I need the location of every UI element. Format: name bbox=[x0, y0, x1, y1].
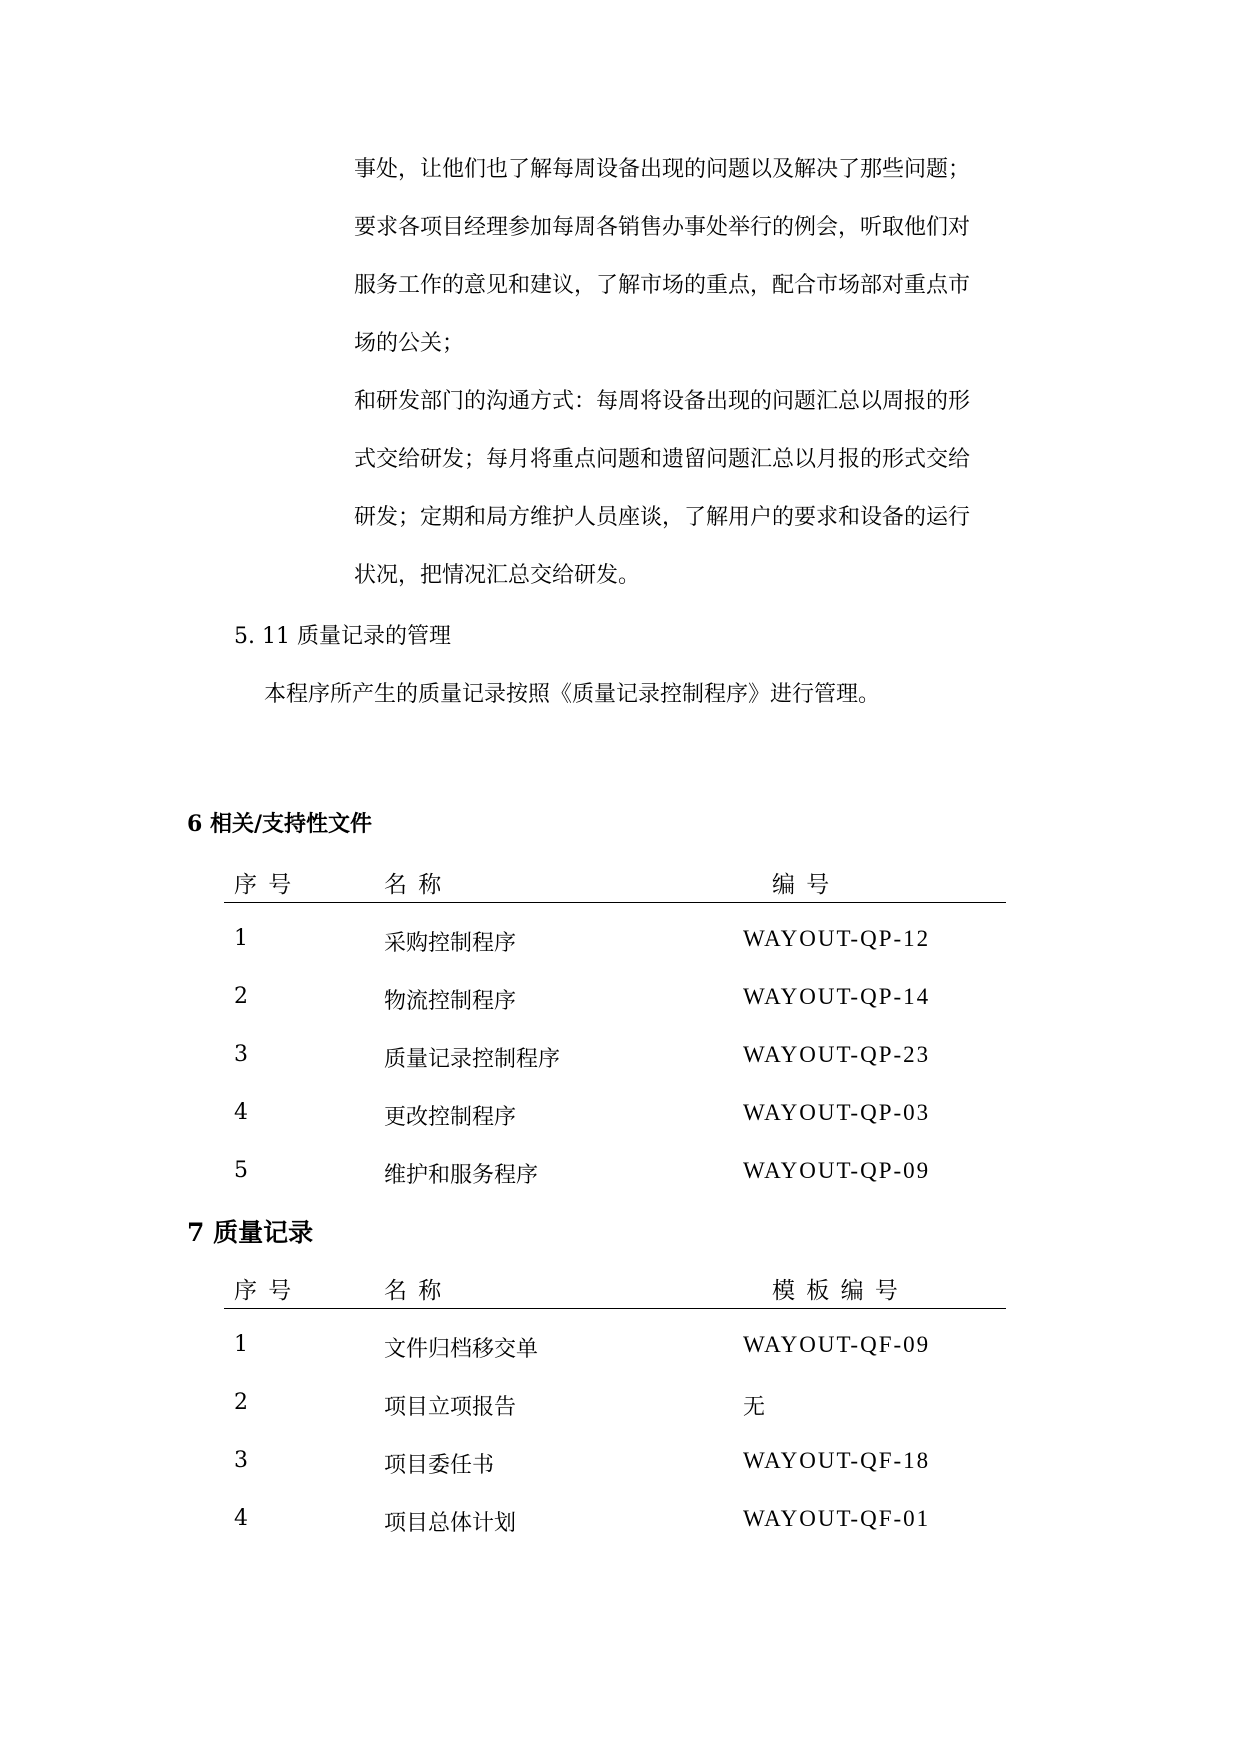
row-code: WAYOUT-QP-14 bbox=[743, 984, 931, 1009]
paragraph-line: 和研发部门的沟通方式：每周将设备出现的问题汇总以周报的形 bbox=[354, 389, 971, 414]
paragraph-line: 研发；定期和局方维护人员座谈，了解用户的要求和设备的运行 bbox=[354, 505, 971, 530]
row-code: WAYOUT-QP-12 bbox=[743, 926, 931, 951]
row-name: 项目总体计划 bbox=[384, 1511, 517, 1536]
row-name: 项目委任书 bbox=[384, 1453, 495, 1478]
row-code: WAYOUT-QP-23 bbox=[743, 1042, 931, 1067]
table-header-name: 名 称 bbox=[384, 1278, 444, 1304]
row-name: 文件归档移交单 bbox=[384, 1337, 539, 1362]
table-header-rule bbox=[224, 902, 1006, 903]
section-5-11-text: 本程序所产生的质量记录按照《质量记录控制程序》进行管理。 bbox=[264, 682, 881, 707]
row-name: 维护和服务程序 bbox=[384, 1163, 539, 1188]
paragraph-line: 场的公关； bbox=[354, 331, 465, 356]
row-index: 2 bbox=[234, 984, 248, 1009]
row-code: WAYOUT-QP-09 bbox=[743, 1158, 931, 1183]
paragraph-line: 事处，让他们也了解每周设备出现的问题以及解决了那些问题； bbox=[354, 157, 971, 182]
row-name: 采购控制程序 bbox=[384, 931, 517, 956]
paragraph-line: 要求各项目经理参加每周各销售办事处举行的例会，听取他们对 bbox=[354, 215, 971, 240]
section-5-11-title: 5. 11 质量记录的管理 bbox=[234, 624, 451, 649]
table-header-index: 序 号 bbox=[234, 1278, 294, 1304]
row-code: WAYOUT-QF-09 bbox=[743, 1332, 931, 1357]
section-6-title: 6 相关/支持性文件 bbox=[187, 811, 373, 837]
row-index: 3 bbox=[234, 1042, 248, 1067]
paragraph-line: 状况，把情况汇总交给研发。 bbox=[354, 563, 641, 588]
row-code: WAYOUT-QF-18 bbox=[743, 1448, 931, 1473]
section-7-title: 7 质量记录 bbox=[187, 1218, 314, 1247]
row-code: WAYOUT-QF-01 bbox=[743, 1506, 931, 1531]
row-code: WAYOUT-QP-03 bbox=[743, 1100, 931, 1125]
row-index: 2 bbox=[234, 1390, 248, 1415]
table-header-name: 名 称 bbox=[384, 872, 444, 898]
row-code: 无 bbox=[743, 1395, 766, 1420]
row-index: 1 bbox=[234, 926, 248, 951]
row-index: 5 bbox=[234, 1158, 248, 1183]
paragraph-line: 式交给研发；每月将重点问题和遗留问题汇总以月报的形式交给 bbox=[354, 447, 971, 472]
row-name: 质量记录控制程序 bbox=[384, 1047, 561, 1072]
table-header-code: 编 号 bbox=[772, 872, 832, 898]
table-header-template-code: 模 板 编 号 bbox=[772, 1278, 900, 1304]
row-name: 更改控制程序 bbox=[384, 1105, 517, 1130]
table-header-index: 序 号 bbox=[234, 872, 294, 898]
table-header-rule bbox=[224, 1308, 1006, 1309]
row-name: 项目立项报告 bbox=[384, 1395, 517, 1420]
row-index: 4 bbox=[234, 1100, 248, 1125]
row-index: 4 bbox=[234, 1506, 248, 1531]
row-index: 1 bbox=[234, 1332, 248, 1357]
row-name: 物流控制程序 bbox=[384, 989, 517, 1014]
paragraph-line: 服务工作的意见和建议，了解市场的重点，配合市场部对重点市 bbox=[354, 273, 971, 298]
row-index: 3 bbox=[234, 1448, 248, 1473]
